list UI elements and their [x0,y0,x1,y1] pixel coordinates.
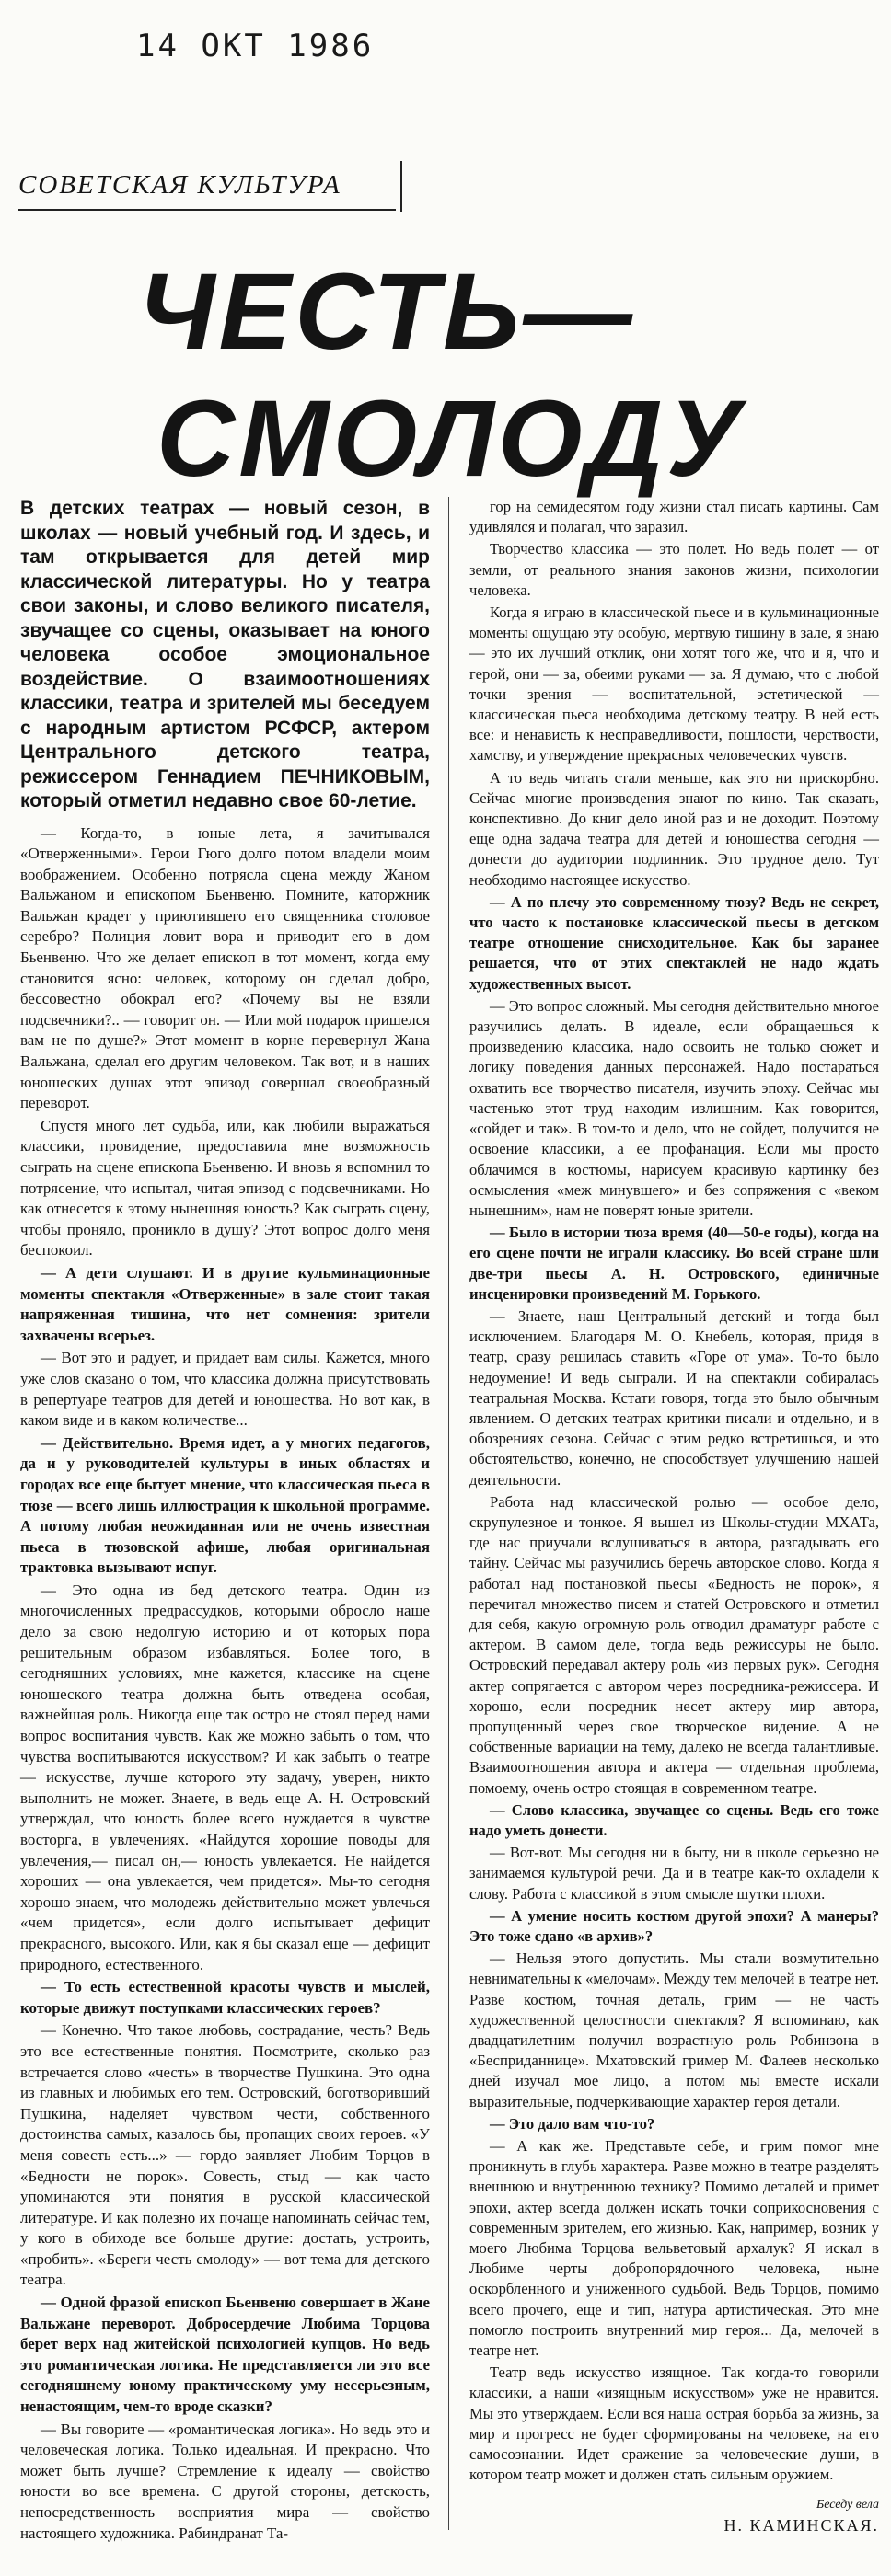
interview-answer: Когда я играю в классической пьесе и в кульминационные моменты ощущаю эту особую, мертвую тишину в зале, я знаю — это их лучший отклик, они хотят того же, что и я, что и герой, они — за, обеими руками — за. Я думаю, что с любой точки зрения — воспитательной, эстетической — классическая пьеса необходима детскому театру. В ней есть все: и ненависть к несправедливости, пошлости, черствости, хамству, и утверждение прекрасных человеческих чувств. [469,604,879,765]
masthead-title: СОВЕТСКАЯ КУЛЬТУРА [18,170,341,200]
interview-answer: Творчество классика — это полет. Но ведь полет — от земли, от реального знания законов жизни, психологии человека. [469,540,879,599]
interview-question: — А умение носить костюм другой эпохи? А манеры? Это тоже сдано «в архив»? [469,1906,879,1946]
interview-question: — Было в истории тюза время (40—50-е годы), когда на его сцене почти не играли классику. Во всей стране шли две-три пьесы А. Н. Островского, единичные инсценировки произведений М. Горького. [469,1224,879,1303]
interview-answer: — А как же. Представьте себе, и грим помог мне проникнуть в глубь характера. Разве можно в театре разделять внешнюю и внутреннюю технику? Помимо деталей и примет эпохи, актер всегда должен искать точки соприкосновения с современным зрителем, его жизнью. Как, например, возник у моего Любима Торцова вельветовый архалук? Я искал в Любиме черты добропорядочного человека, ныне оскорбленного и униженного судьбой. Ведь Торцов, помимо всего прочего, еще и тип, натура артистическая. Это мне помогло построить внутренний мир героя... Да, мелочей в театре нет. [469,2137,879,2360]
interview-question: — Действительно. Время идет, а у многих педагогов, да и у руководителей культуры в иных областях и городах все еще бытует мнение, что классическая пьеса в тюзе — всего лишь иллюстрация к школьной программе. А потому любая неожиданная или не очень известная пьеса в тюзовской афише, любая оригинальная трактовка вызывают испуг. [20,1433,430,1577]
interview-answer: — Вы говорите — «романтическая логика». Но ведь это и человеческая логика. Только идеальная. И прекрасно. Что может быть лучше? Стремление к идеалу — свойство юности во все времена. С другой стороны, детскость, непосредственность восприятия мира — свойство настоящего художника. Рабиндранат Та- [20,2420,430,2542]
interview-answer: — Когда-то, в юные лета, я зачитывался «Отверженными». Герои Гюго долго потом владели моим воображением. Особенно потрясла сцена между Жаном Вальжаном и епископом Бьенвеню. Помните, каторжник Вальжан крадет у приютившего его священника столовое серебро? Полиция ловит вора и приводит его в дом Бьенвеню. Что же делает епископ в тот момент, когда ему становится ясно: человек, которому он сделал добро, бессовестно обокрал его? «Почему вы не взяли подсвечники?.. — говорит он. — Или мой подарок пришелся вам не по душе?» Этот момент в корне перевернул Жана Вальжана, сделал его другим человеком. Так вот, и в наших юношеских душах этот эпизод совершал своеобразный переворот. [20,823,430,1112]
interview-answer: — Это одна из бед детского театра. Один из многочисленных предрассудков, которыми обросло наше дело за свою недолгую историю и от которых пора решительным образом избавляться. Более того, в сегодняшних условиях, мне кажется, классике на сцене юношеского театра должна быть отведена особая, важнейшая роль. Никогда еще так остро не стоял перед нами вопрос воспитания чувств. Как же можно забыть о том, что чувства воспитываются искусством? И как забыть о театре — искусстве, лучше которого эту задачу, уверен, никто выполнить не может. Знаете, в ведь еще А. Н. Островский утверждал, что юность более всего нуждается в чувстве восторга, в увлечениях. «Найдутся хорошие поводы для увлечения,— писал он,— юность увлекается. Не найдется хороших — она увлекается, чем придется». Мы-то сегодня хорошо знаем, что молодежь действительно может увлечься «чем придется», если долго испытывает дефицит прекрасного, высокого. Или, как я бы сказал еще — дефицит природного, естественного. [20,1581,430,1973]
interview-answer: Работа над классической ролью — особое дело, скрупулезное и тонкое. Я вышел из Школы-студии МХАТа, где нас приучали вслушиваться в автора, разгадывать его тайну. Сейчас мы разучились беречь авторское слово. Когда я работал над постановкой пьесы «Бедность не порок», я перечитал множество писем и статей Островского и отметил для себя, какую огромную роль отводил драматург работе с актером. В самом деле, тогда ведь режиссуры не было. Островский передавал актеру роль «из первых рук». Сегодня актер сопрягается с автором через посредника-режиссера. И хорошо, если посредник несет актеру мир автора, пропущенный через свое творческое видение. А не собственные вариации на тему, далеко не всегда талантливые. Взаимоотношения автора и актера — отдельная проблема, помоему, очень остро стоящая в современном театре. [469,1492,879,1797]
interview-question: — А дети слушают. И в другие кульминационные моменты спектакля «Отверженные» в зале стоит такая напряженная тишина, что нет сомнения: зрители захвачены всерьез. [20,1263,430,1344]
newspaper-masthead [18,170,396,216]
byline-label: Беседу вела [816,2497,879,2512]
interview-answer: гор на семидесятом году жизни стал писать картины. Сам удивлялся и полагал, что заразил. [469,498,879,536]
interview-question: — Это дало вам что-то? [490,2114,655,2133]
headline-line-2: СМОЛОДУ [156,378,745,500]
interview-answer: — Знаете, наш Центральный детский и тогда был исключением. Благодаря М. О. Кнебель, которая, придя в театр, сразу решилась ставить «Горе от ума». То-то было недоумение! И ведь сыграли. И на спектакли собиралась театральная Москва. Кстати говоря, тогда это было обычным явлением. О детских театрах критики писали и отдельно, и в обозрениях сезона. Сейчас с этим редко встретишься, и это обстоятельство, конечно, не способствует улучшению нашей деятельности. [469,1306,879,1489]
interview-question: — То есть естественной красоты чувств и мыслей, которые движут поступками классических героев? [20,1978,430,2017]
column-divider [448,497,449,2530]
article-lead: В детских театрах — новый сезон, в школах — новый учебный год. И здесь, и там открывается для детей мир классической литературы. Но у театра свои законы, и слово великого писателя, звучащее со сцены, оказывает на юного человека особое эмоциональное воздействие. О взаимоотношениях классики, театра и зрителей мы беседуем с народным артистом РСФСР, актером Центрального детского театра, режиссером Геннадием ПЕЧНИКОВЫМ, который отметил недавно свое 60-летие. [20,498,430,811]
date-stamp: 14 ОКТ 1986 [136,28,375,64]
interview-answer: Спустя много лет судьба, или, как любили выражаться классики, провидение, предоставила мне возможность сыграть на сцене епископа Бьенвеню. И вновь я вспомнил то потрясение, что испытал, читая эпизод с подсвечниками. Но как отнесется к этому нынешняя юность? Как сыграть сцену, чтобы проняло, проникло в душу? Этот вопрос долго меня беспокоил. [20,1116,430,1259]
interview-answer: — Нельзя этого допустить. Мы стали возмутительно невнимательны к «мелочам». Между тем мелочей в театре нет. Разве костюм, точная деталь, грим — не часть художественной целостности спектакля? Я вспоминаю, как двадцатилетним получил возрастную роль Робинзона в «Бесприданнице». Мхатовский гример М. Фалеев несколько дней изучал мое лицо, а потом мы вместе искали выразительные, подчеркивающие характер героя детали. [469,1949,879,2110]
masthead-rule [18,209,396,211]
article-column-right [469,497,879,2536]
interview-answer: Театр ведь искусство изящное. Так когда-то говорили классики, а наши «изящным искусством» уже не нравится. Мы это утверждаем. Если вся наша острая борьба за жизнь, за мир и прогресс не будет сформированы на человеке, на его самосознании. Идет сражение за человеческие души, в котором театр может и должен стать сильным оружием. [469,2363,879,2484]
interview-answer: — Конечно. Что такое любовь, сострадание, честь? Ведь это все естественные понятия. Посмотрите, сколько раз встречается слово «честь» в творчестве Пушкина. Это одна из главных и любимых его тем. Островский, боготворивший Пушкина, наделяет чувством чести, собственного достоинства самых, казалось бы, пропащих своих героев. «У меня совесть есть...» — гордо заявляет Любим Торцов в «Бедности не порок». Совесть, стыд — как часто упоминаются эти понятия в русской классической литературе. И как полезно их почаще напоминать сейчас тем, у кого в обиходе все больше другие: достать, устроить, «пробить». «Береги честь смолоду» — вот тема для детского театра. [20,2021,430,2289]
interview-answer: А то ведь читать стали меньше, как это ни прискорбно. Сейчас многие произведения знают по кино. Так сказать, конспективно. До книг дело иной раз и не доходит. Поэтому еще одна задача театра для детей и юношества сегодня — донести до аудитории подлинник. Это трудное дело. Тут необходимо настоящее искусство. [469,768,879,889]
interview-answer: — Вот это и радует, и придает вам силы. Кажется, много уже слов сказано о том, что классика должна присутствовать в репертуаре театров для детей и юношества. Но вот как, в каком виде и в каком количестве... [20,1349,430,1430]
article-column-left [20,497,430,2546]
masthead-vertical-rule [400,161,402,212]
interview-answer: — Это вопрос сложный. Мы сегодня действительно многое разучились делать. В идеале, если обращаешься к произведению классика, надо освоить не только сюжет и логику поведения данных персонажей. Надо постараться охватить все творчество писателя, изучить эпоху. Сейчас мы частенько этот труд находим излишним. Как говорится, «сойдет и так». В том-то и дело, что не сойдет, получится не освоение классики, а ее профанация. Если мы просто облачимся в костюмы, нарисуем красивую картинку без осмысления «меж минувшего» и без сопряжения с «веком нынешним», нам не поверят юные зрители. [469,996,879,1219]
interview-question: — Слово классика, звучащее со сцены. Ведь его тоже надо уметь донести. [469,1800,879,1839]
interview-answer: — Вот-вот. Мы сегодня ни в быту, ни в школе серьезно не занимаемся культурой речи. Да и в театре как-то охладели к слову. Работа с классикой в этом смысле шутки плохи. [469,1844,879,1903]
byline [469,2495,879,2536]
interview-question: — А по плечу это современному тюзу? Ведь не секрет, что часто к постановке классической пьесы в детском театре отношение снисходительное. Как бы заранее решается, что от этих спектаклей не надо ждать художественных высот. [469,892,879,993]
byline-author: Н. КАМИНСКАЯ. [723,2515,879,2535]
interview-question: — Одной фразой епископ Бьенвеню совершает в Жане Вальжане переворот. Добросердечие Любима Торцова берет верх над житейской психологией купцов. Но ведь это романтическая логика. Не представляется ли это все сегодняшнему юному практическому уму несерьезным, ненастоящим, чем-то вроде сказки? [20,2294,430,2416]
headline-line-1: ЧЕСТЬ— [138,251,636,373]
article-headline [138,248,874,502]
